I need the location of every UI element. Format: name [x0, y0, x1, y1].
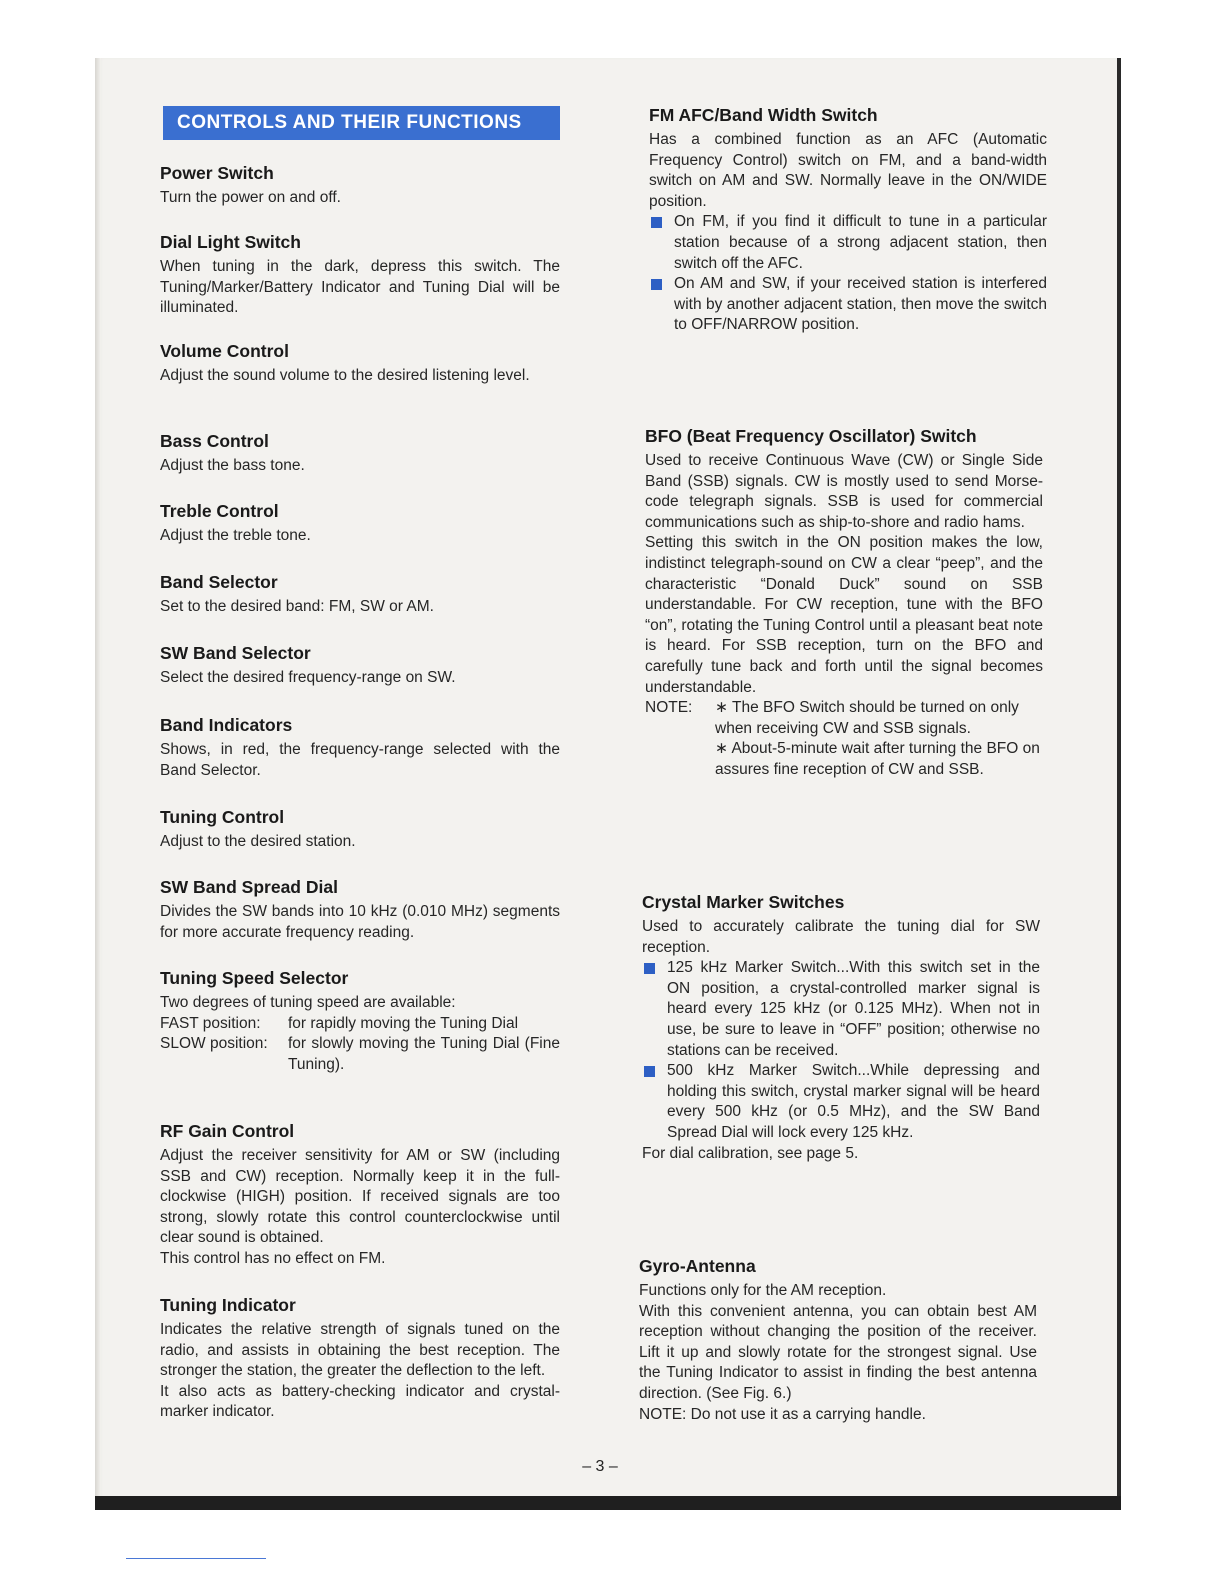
section-title: BFO (Beat Frequency Oscillator) Switch [645, 426, 977, 446]
section-title: Crystal Marker Switches [642, 892, 845, 912]
bullet-text: On FM, if you find it difficult to tune in a particular station because of a strong adjacent station, then switch off the AFC. [674, 213, 1047, 272]
section-title: Tuning Indicator [160, 1295, 296, 1315]
page-spine-shadow [95, 58, 101, 1500]
section-title: Bass Control [160, 431, 269, 451]
volume-control-section [160, 340, 560, 387]
page-number: – 3 – [582, 1458, 618, 1475]
bullet-item [642, 1061, 1040, 1143]
section-text-3: NOTE: Do not use it as a carrying handle. [639, 1405, 926, 1423]
section-text: Divides the SW bands into 10 kHz (0.010 MHz) segments for more accurate frequency reading. [160, 903, 560, 941]
section-text: Shows, in red, the frequency-range selected with the Band Selector. [160, 741, 560, 779]
section-text-2: It also acts as battery-checking indicator and crystal-marker indicator. [160, 1382, 560, 1421]
section-text: When tuning in the dark, depress this switch. The Tuning/Marker/Battery Indicator and Tuning Dial will be illuminated. [160, 258, 560, 317]
slow-label: SLOW position: [160, 1035, 268, 1053]
section-title: FM AFC/Band Width Switch [649, 105, 878, 125]
section-text: Has a combined function as an AFC (Automatic Frequency Control) switch on FM, and a band-width switch on AM and SW. Normally leave in the ON/WIDE position. [649, 131, 1047, 210]
section-text-2: With this convenient antenna, you can obtain best AM reception without changing the position of the receiver. Lift it up and slowly rotate for the strongest signal. Use the Tuning Indicator to assist in finding the best antenna direction. (See Fig. 6.) [639, 1302, 1037, 1402]
section-title: Tuning Speed Selector [160, 968, 349, 988]
section-text: Adjust the treble tone. [160, 527, 311, 544]
section-title: Band Indicators [160, 715, 293, 735]
bullet-text: 125 kHz Marker Switch...With this switch set in the ON position, a crystal-controlled marker signal is heard every 125 kHz (or 0.125 MHz). When not in use, be sure to leave in “OFF” position; otherwise no stations can be received. [667, 959, 1040, 1059]
fast-text: for rapidly moving the Tuning Dial [288, 1014, 519, 1032]
section-text: Used to receive Continuous Wave (CW) or Single Side Band (SSB) signals. CW is mostly used to send Morse-code telegraph signals. SSB is used for commercial communications such as ship-to-shore and radio hams. [645, 452, 1043, 531]
section-title: SW Band Spread Dial [160, 877, 338, 897]
bullet-text: 500 kHz Marker Switch...While depressing and holding this switch, crystal marker signal will be heard every 500 kHz (or 0.5 MHz), and the SW Band Spread Dial will lock every 125 kHz. [667, 1062, 1040, 1141]
note-label: NOTE: [645, 699, 693, 717]
section-text-2: This control has no effect on FM. [160, 1249, 386, 1267]
section-text: Select the desired frequency-range on SW. [160, 669, 456, 686]
section-text: Functions only for the AM reception. [639, 1282, 887, 1299]
section-header: CONTROLS AND THEIR FUNCTIONS [163, 106, 560, 140]
crystal-marker-section [642, 891, 1040, 1164]
bullet-item [642, 958, 1040, 1061]
sw-band-spread-dial-section [160, 876, 560, 943]
tuning-speed-selector-section [160, 967, 560, 1075]
bullet-item [649, 274, 1047, 336]
band-selector-section [160, 571, 560, 618]
section-title: RF Gain Control [160, 1121, 295, 1141]
bfo-switch-section [645, 425, 1043, 781]
note-block [645, 698, 1043, 780]
speed-table [160, 1014, 560, 1076]
section-title: Dial Light Switch [160, 232, 301, 252]
section-title: Power Switch [160, 163, 274, 183]
scan-border [95, 1496, 1121, 1510]
dial-light-switch-section [160, 231, 560, 319]
bullet-square-icon [651, 217, 662, 228]
bullet-item [649, 212, 1047, 274]
bullet-square-icon [644, 963, 655, 974]
section-text-2: For dial calibration, see page 5. [642, 1144, 859, 1162]
section-text: Two degrees of tuning speed are available: [160, 994, 456, 1011]
section-text: Indicates the relative strength of signals tuned on the radio, and assists in obtaining the best reception. The stronger the station, the greater the deflection to the left. [160, 1321, 560, 1380]
bass-control-section [160, 430, 560, 477]
note-item: ∗ About-5-minute wait after turning the BFO on assures fine reception of CW and SSB. [715, 740, 1040, 778]
section-text: Set to the desired band: FM, SW or AM. [160, 598, 434, 615]
treble-control-section [160, 500, 560, 547]
bullet-text: On AM and SW, if your received station is interfered with by another adjacent station, then move the switch to OFF/NARROW position. [674, 275, 1047, 334]
slow-text: for slowly moving the Tuning Dial (Fine Tuning). [288, 1035, 560, 1073]
note-items [715, 698, 1043, 780]
section-title: Band Selector [160, 572, 278, 592]
sw-band-selector-section [160, 642, 560, 689]
fast-label: FAST position: [160, 1014, 261, 1032]
gyro-antenna-section [639, 1255, 1037, 1425]
section-title: Volume Control [160, 341, 289, 361]
section-text: Used to accurately calibrate the tuning dial for SW reception. [642, 918, 1040, 956]
fm-afc-section [649, 104, 1047, 336]
section-title: Tuning Control [160, 807, 285, 827]
underline-divider [126, 1558, 266, 1559]
section-title: SW Band Selector [160, 643, 311, 663]
section-title: Treble Control [160, 501, 279, 521]
tuning-indicator-section [160, 1294, 560, 1423]
band-indicators-section [160, 714, 560, 781]
section-text: Adjust the bass tone. [160, 457, 305, 474]
section-text: Turn the power on and off. [160, 189, 341, 206]
section-text: Adjust to the desired station. [160, 833, 356, 850]
section-title: Gyro-Antenna [639, 1256, 756, 1276]
tuning-control-section [160, 806, 560, 853]
section-text: Adjust the receiver sensitivity for AM or SW (including SSB and CW) reception. Normally keep it in the full-clockwise (HIGH) position. If received signals are too strong, slowly rotate this control counterclockwise until clear sound is obtained. [160, 1147, 560, 1247]
rf-gain-control-section [160, 1120, 560, 1270]
section-text: Adjust the sound volume to the desired listening level. [160, 367, 530, 384]
section-text-2: Setting this switch in the ON position makes the low, indistinct telegraph-sound on CW a clear “peep”, and the characteristic “Donald Duck” sound on SSB understandable. For CW reception, tune with the BFO “on”, rotating the Tuning Control until a pleasant beat note is heard. For SSB reception, turn on the BFO and carefully tune back and forth until the signal becomes understandable. [645, 534, 1043, 696]
bullet-square-icon [644, 1066, 655, 1077]
bullet-square-icon [651, 279, 662, 290]
note-item: ∗ The BFO Switch should be turned on only when receiving CW and SSB signals. [715, 699, 1019, 737]
power-switch-section [160, 162, 560, 209]
